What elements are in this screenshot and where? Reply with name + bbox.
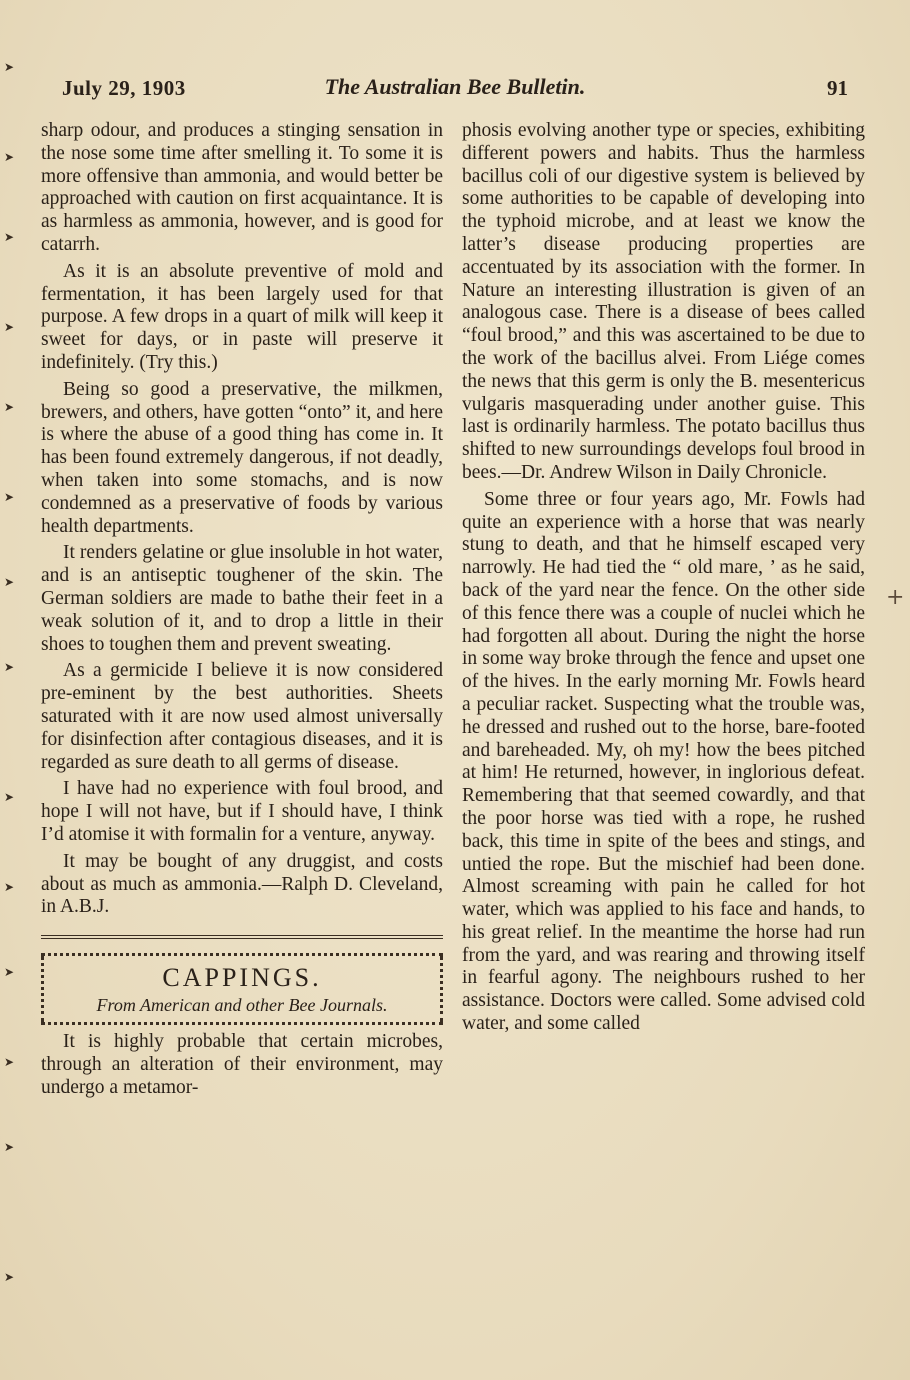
- paragraph: phosis evolving another type or species, exhibiting different powers and habits. Thus the harmless bacillus coli of our digestive system is believed by some authorities to be capable of developing into the typhoid microbe, and at least we know the latter’s disease producing properties are accentuated by its association with the former. In Nature an interesting illustration is given of an analogous case. There is a disease of bees called “foul brood,” and this was ascertained to be due to the work of the bacillus alvei. From Liége comes the news that this germ is only the B. mesentericus vulgaris masquerading under another guise. This last is ordinarily harmless. The potato bacillus thus shifted to new surroundings develops foul brood in bees.—Dr. Andrew Wilson in Daily Chronicle.: [462, 120, 865, 483]
- margin-mark: ➤: [4, 320, 15, 334]
- margin-pencil-mark: +: [886, 585, 905, 610]
- left-column: [41, 120, 443, 1103]
- section-subtitle: From American and other Bee Journals.: [96, 995, 388, 1016]
- paragraph: It is highly probable that certain microbes, through an alteration of their environment, may undergo a metamor-: [41, 1031, 443, 1098]
- margin-mark: ➤: [4, 1140, 15, 1154]
- journal-title: The Australian Bee Bulletin.: [324, 74, 586, 99]
- margin-mark: ➤: [4, 150, 15, 164]
- margin-mark: ➤: [4, 660, 15, 674]
- margin-mark: ➤: [4, 790, 15, 804]
- margin-marks: [0, 0, 30, 1380]
- section-title: CAPPINGS.: [162, 963, 322, 993]
- paragraph: As a germicide I believe it is now considered pre-eminent by the best authorities. Sheets saturated with it are now used almost universally for disinfection after contagious diseases, and it is regarded as sure death to all germs of disease.: [41, 660, 443, 773]
- margin-mark: ➤: [4, 965, 15, 979]
- margin-mark: ➤: [4, 575, 15, 589]
- paragraph: As it is an absolute preventive of mold and fermentation, it has been largely used for that purpose. A few drops in a quart of milk will keep it sweet for days, or in paste will preserve it indefinitely. (Try this.): [41, 260, 443, 373]
- paragraph: I have had no experience with foul brood, and hope I will not have, but if I should have, I think I’d atomise it with formalin for a venture, anyway.: [41, 778, 443, 845]
- paragraph: sharp odour, and produces a stinging sensation in the nose some time after smelling it. To some it is more offensive than ammonia, and would better be approached with caution on first acquaintance. It is as harmless as ammonia, however, and is good for catarrh.: [41, 120, 443, 255]
- margin-mark: ➤: [4, 400, 15, 414]
- margin-mark: ➤: [4, 230, 15, 244]
- section-divider: [41, 935, 443, 939]
- margin-mark: ➤: [4, 60, 15, 74]
- issue-date: July 29, 1903: [62, 76, 186, 100]
- margin-mark: ➤: [4, 880, 15, 894]
- margin-mark: ➤: [4, 1055, 15, 1069]
- margin-mark: ➤: [4, 490, 15, 504]
- margin-mark: ➤: [4, 1270, 15, 1284]
- page-number: 91: [827, 76, 848, 100]
- paragraph: It renders gelatine or glue insoluble in hot water, and is an antiseptic toughener of the skin. The German soldiers are made to bathe their feet in a weak solution of it, and to drop a little in their shoes to toughen them and prevent sweating.: [41, 542, 443, 655]
- paragraph: Some three or four years ago, Mr. Fowls had quite an experience with a horse that was nearly stung to death, and that he himself escaped very narrowly. He had tied the “ old mare, ’ as he said, back of the yard near the fence. On the other side of this fence there was a couple of nuclei which he had forgotten all about. During the night the horse in some way broke through the fence and upset one of the hives. In the early morning Mr. Fowls heard a peculiar racket. Suspecting what the trouble was, he dressed and rushed out to the horse, bare-footed and bareheaded. My, oh my! how the bees pitched at him! He returned, however, in inglorious defeat. Remembering that that seemed cowardly, and that the poor horse was tied with a rope, he rushed back, this time in spite of the bees and stings, and untied the rope. But the mischief had been done. Almost screaming with pain he called for hot water, which was applied to his face and hands, to his great relief. In the meantime the horse had run from the yard, and was rearing and throwing itself in fearful agony. The neighbours rushed to her assistance. Doctors were called. Some advised cold water, and some called: [462, 488, 865, 1035]
- section-heading-box: [41, 953, 443, 1025]
- paragraph: It may be bought of any druggist, and costs about as much as ammonia.—Ralph D. Cleveland, in A.B.J.: [41, 850, 443, 918]
- running-header: [62, 74, 848, 104]
- right-column: [462, 120, 865, 1040]
- paragraph: Being so good a preservative, the milkmen, brewers, and others, have gotten “onto” it, and here is where the abuse of a good thing has come in. It has been found extremely dangerous, if not deadly, when taken into some stomachs, and is now condemned as a preservative of foods by various health departments.: [41, 378, 443, 537]
